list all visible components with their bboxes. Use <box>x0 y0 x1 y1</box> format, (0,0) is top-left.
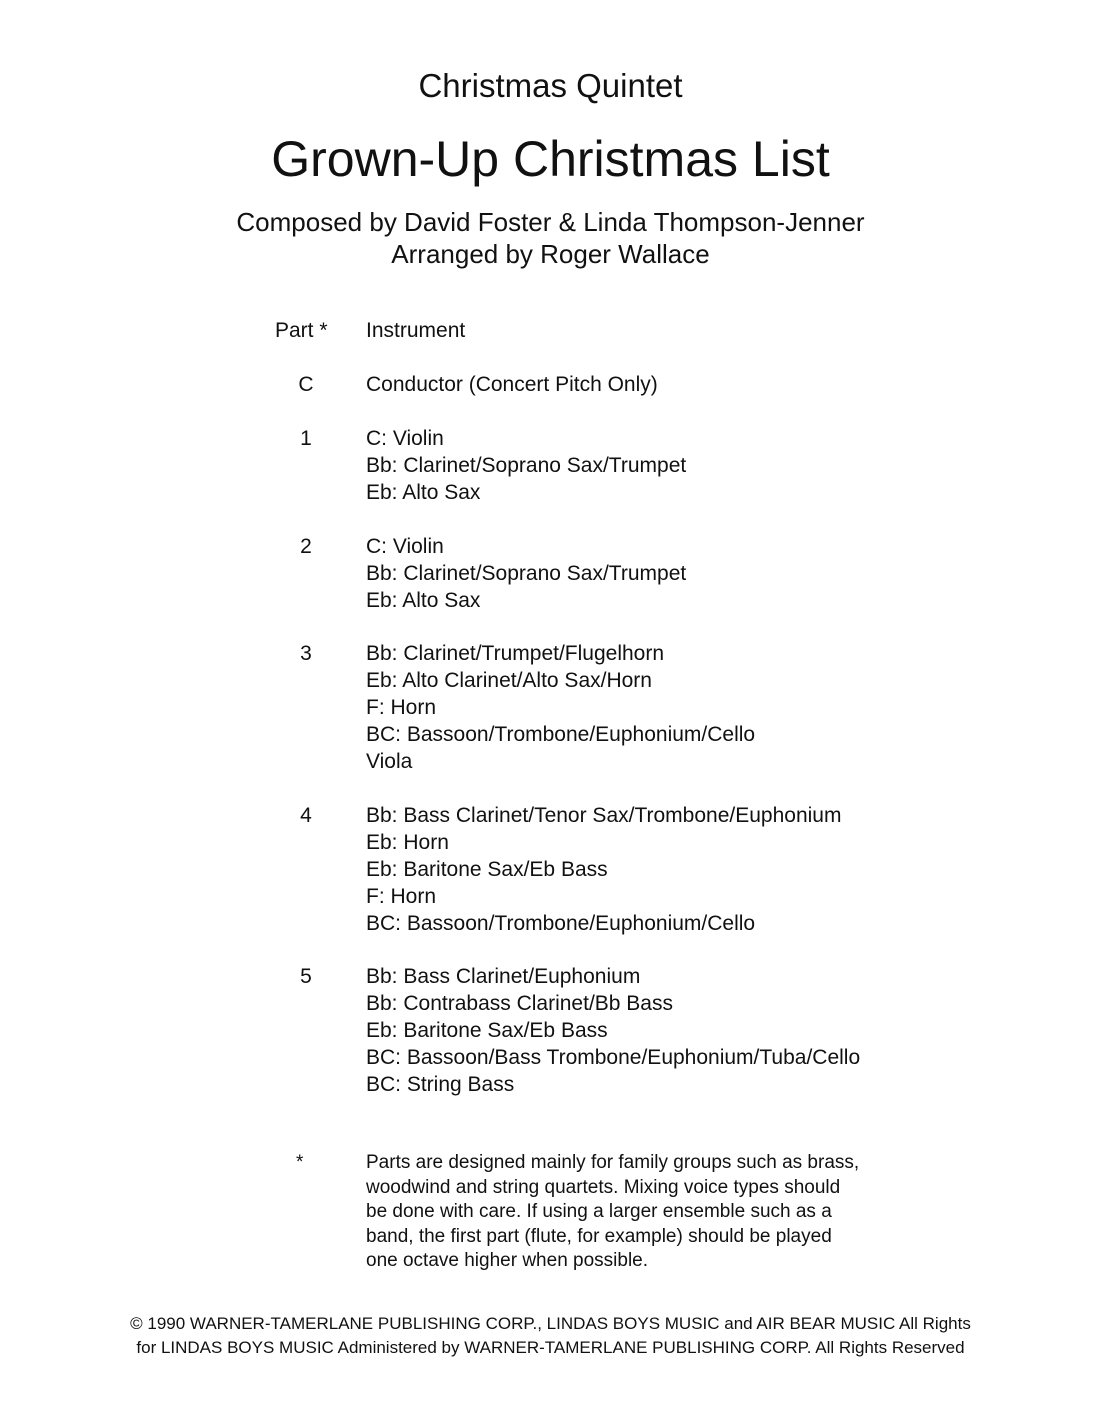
instrument-line: Eb: Baritone Sax/Eb Bass <box>366 858 608 881</box>
instrument-line: Bb: Bass Clarinet/Euphonium <box>366 965 641 988</box>
instrument-line: BC: String Bass <box>366 1073 515 1096</box>
instrument-line: Eb: Alto Sax <box>366 481 481 504</box>
instrument-line: C: Violin <box>366 535 444 558</box>
instrument-line: Bb: Clarinet/Soprano Sax/Trumpet <box>366 454 687 477</box>
copyright-notice <box>0 1312 1101 1360</box>
instrument-line: F: Horn <box>366 885 437 908</box>
instrument-line: Eb: Baritone Sax/Eb Bass <box>366 1019 608 1042</box>
part-number: 2 <box>300 535 312 558</box>
instrument-line: BC: Bassoon/Trombone/Euphonium/Cello <box>366 723 756 746</box>
credits <box>0 206 1101 270</box>
collection-subtitle: Christmas Quintet <box>418 67 683 104</box>
footnote-line: Parts are designed mainly for family groups such as brass, <box>366 1152 860 1173</box>
copyright-line: © 1990 WARNER-TAMERLANE PUBLISHING CORP., LINDAS BOYS MUSIC and AIR BEAR MUSIC All Rights <box>130 1314 971 1333</box>
part-instrument-list <box>366 640 755 775</box>
part-instrument-list <box>366 371 658 398</box>
part-number: 5 <box>300 965 312 988</box>
instrument-line: Viola <box>366 750 413 773</box>
footnote-line: be done with care. If using a larger ensemble such as a <box>366 1201 832 1222</box>
arranger-credit: Arranged by Roger Wallace <box>391 239 710 269</box>
part-number: 3 <box>300 642 312 665</box>
footnote-line: one octave higher when possible. <box>366 1250 649 1271</box>
part-instrument-list <box>366 533 686 614</box>
instrument-line: Eb: Horn <box>366 831 449 854</box>
part-instrument-list <box>366 963 860 1098</box>
footnote-text <box>366 1151 926 1274</box>
instrument-line: Bb: Clarinet/Soprano Sax/Trumpet <box>366 562 687 585</box>
instrument-line: Conductor (Concert Pitch Only) <box>366 373 658 396</box>
instrument-line: BC: Bassoon/Trombone/Euphonium/Cello <box>366 912 756 935</box>
part-number: 4 <box>300 804 312 827</box>
instrument-line: Bb: Bass Clarinet/Tenor Sax/Trombone/Euphonium <box>366 804 842 827</box>
copyright-line: for LINDAS BOYS MUSIC Administered by WARNER-TAMERLANE PUBLISHING CORP. All Rights Reserved <box>136 1338 965 1357</box>
footnote-marker: * <box>296 1152 304 1173</box>
composer-credit: Composed by David Foster & Linda Thompson-Jenner <box>236 207 865 237</box>
instrument-line: Bb: Contrabass Clarinet/Bb Bass <box>366 992 673 1015</box>
part-number: C <box>298 373 314 396</box>
part-instrument-list <box>366 425 686 506</box>
part-instrument-list <box>366 802 841 937</box>
part-number: 1 <box>300 427 312 450</box>
instrument-column-header: Instrument <box>366 319 466 342</box>
instrument-line: Bb: Clarinet/Trumpet/Flugelhorn <box>366 642 665 665</box>
instrument-line: Eb: Alto Clarinet/Alto Sax/Horn <box>366 669 652 692</box>
instrument-line: F: Horn <box>366 696 437 719</box>
footnote-line: woodwind and string quartets. Mixing voice types should <box>366 1176 841 1198</box>
instrument-line: BC: Bassoon/Bass Trombone/Euphonium/Tuba/Cello <box>366 1046 861 1069</box>
part-column-header: Part * <box>275 319 328 342</box>
instrument-line: C: Violin <box>366 427 444 450</box>
song-title: Grown-Up Christmas List <box>271 131 830 187</box>
instrument-line: Eb: Alto Sax <box>366 589 481 612</box>
footnote-line: band, the first part (flute, for example) should be played <box>366 1225 832 1247</box>
